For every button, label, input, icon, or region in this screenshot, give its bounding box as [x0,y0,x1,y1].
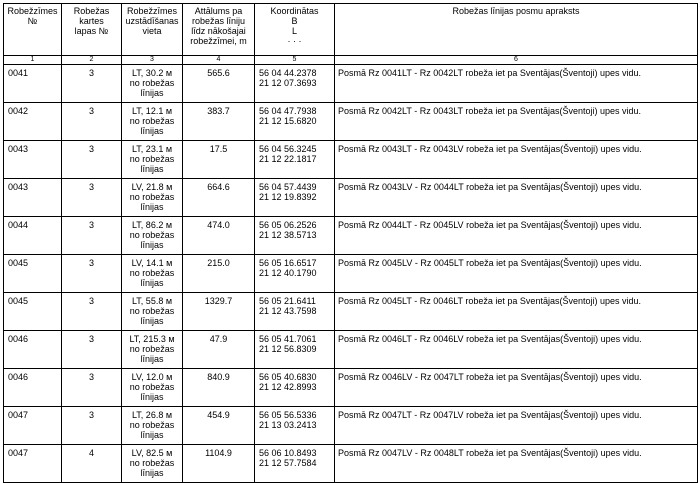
header-coordinates: Koordinātas B L · · · [255,4,335,56]
cell-install-place: LT, 215.3 м no robežas līnijas [122,331,183,369]
table-row [4,217,698,255]
cell-install-place: LV, 82.5 м no robežas līnijas [122,445,183,483]
cell-marker-number: 0045 [4,255,62,293]
cell-install-place: LT, 23.1 м no robežas līnijas [122,141,183,179]
cell-map-sheet: 3 [62,331,122,369]
cell-marker-number: 0046 [4,369,62,407]
column-number: 2 [62,56,122,65]
cell-map-sheet: 3 [62,255,122,293]
cell-distance: 47.9 [183,331,255,369]
cell-map-sheet: 3 [62,369,122,407]
cell-coordinates: 56 04 44.2378 21 12 07.3693 [255,65,335,103]
cell-marker-number: 0043 [4,141,62,179]
cell-coordinates: 56 05 56.5336 21 13 03.2413 [255,407,335,445]
cell-install-place: LT, 30.2 м no robežas līnijas [122,65,183,103]
cell-distance: 1329.7 [183,293,255,331]
cell-marker-number: 0042 [4,103,62,141]
table-row [4,445,698,483]
cell-install-place: LV, 21.8 м no robežas līnijas [122,179,183,217]
cell-install-place: LT, 55.8 м no robežas līnijas [122,293,183,331]
header-distance: Attālums pa robežas līniju līdz nākošajai robežzīmei, m [183,4,255,56]
cell-coordinates: 56 05 40.6830 21 12 42.8993 [255,369,335,407]
cell-map-sheet: 3 [62,293,122,331]
cell-segment-description: Posmā Rz 0041LT - Rz 0042LT robeža iet pa Sventājas(Šventoji) upes vidu. [335,65,698,103]
cell-marker-number: 0047 [4,445,62,483]
cell-install-place: LV, 12.0 м no robežas līnijas [122,369,183,407]
cell-coordinates: 56 05 06.2526 21 12 38.5713 [255,217,335,255]
cell-map-sheet: 3 [62,217,122,255]
cell-map-sheet: 3 [62,103,122,141]
cell-distance: 17.5 [183,141,255,179]
header-marker-number: Robežzīmes № [4,4,62,56]
cell-segment-description: Posmā Rz 0044LT - Rz 0045LV robeža iet pa Sventājas(Šventoji) upes vidu. [335,217,698,255]
cell-install-place: LT, 86.2 м no robežas līnijas [122,217,183,255]
cell-segment-description: Posmā Rz 0045LT - Rz 0046LT robeža iet pa Sventājas(Šventoji) upes vidu. [335,293,698,331]
cell-distance: 454.9 [183,407,255,445]
column-number-row [4,56,698,65]
table-row [4,65,698,103]
cell-distance: 664.6 [183,179,255,217]
cell-coordinates: 56 04 56.3245 21 12 22.1817 [255,141,335,179]
table-row [4,293,698,331]
cell-segment-description: Posmā Rz 0043LV - Rz 0044LT robeža iet pa Sventājas(Šventoji) upes vidu. [335,179,698,217]
cell-distance: 1104.9 [183,445,255,483]
cell-marker-number: 0043 [4,179,62,217]
table-row [4,255,698,293]
cell-coordinates: 56 05 41.7061 21 12 56.8309 [255,331,335,369]
cell-segment-description: Posmā Rz 0045LV - Rz 0045LT robeža iet pa Sventājas(Šventoji) upes vidu. [335,255,698,293]
cell-coordinates: 56 04 57.4439 21 12 19.8392 [255,179,335,217]
column-number: 6 [335,56,698,65]
cell-segment-description: Posmā Rz 0043LT - Rz 0043LV robeža iet pa Sventājas(Šventoji) upes vidu. [335,141,698,179]
cell-segment-description: Posmā Rz 0047LT - Rz 0047LV robeža iet pa Sventājas(Šventoji) upes vidu. [335,407,698,445]
cell-distance: 565.6 [183,65,255,103]
cell-coordinates: 56 04 47.7938 21 12 15.6820 [255,103,335,141]
cell-install-place: LV, 14.1 м no robežas līnijas [122,255,183,293]
header-description: Robežas līnijas posmu apraksts [335,4,698,56]
table-row [4,369,698,407]
cell-marker-number: 0041 [4,65,62,103]
cell-distance: 215.0 [183,255,255,293]
cell-segment-description: Posmā Rz 0046LT - Rz 0046LV robeža iet pa Sventājas(Šventoji) upes vidu. [335,331,698,369]
cell-marker-number: 0046 [4,331,62,369]
cell-map-sheet: 3 [62,65,122,103]
border-markers-table [3,3,698,483]
cell-map-sheet: 3 [62,141,122,179]
header-map-sheet: Robežas kartes lapas № [62,4,122,56]
cell-install-place: LT, 26.8 м no robežas līnijas [122,407,183,445]
header-row [4,4,698,56]
table-row [4,141,698,179]
cell-coordinates: 56 05 21.6411 21 12 43.7598 [255,293,335,331]
table-row [4,407,698,445]
cell-coordinates: 56 05 16.6517 21 12 40.1790 [255,255,335,293]
cell-segment-description: Posmā Rz 0046LV - Rz 0047LT robeža iet pa Sventājas(Šventoji) upes vidu. [335,369,698,407]
column-number: 5 [255,56,335,65]
cell-install-place: LT, 12.1 м no robežas līnijas [122,103,183,141]
cell-distance: 474.0 [183,217,255,255]
table-row [4,331,698,369]
cell-map-sheet: 4 [62,445,122,483]
cell-marker-number: 0047 [4,407,62,445]
cell-coordinates: 56 06 10.8493 21 12 57.7584 [255,445,335,483]
cell-marker-number: 0044 [4,217,62,255]
cell-marker-number: 0045 [4,293,62,331]
cell-segment-description: Posmā Rz 0042LT - Rz 0043LT robeža iet pa Sventājas(Šventoji) upes vidu. [335,103,698,141]
table-row [4,179,698,217]
cell-map-sheet: 3 [62,407,122,445]
cell-distance: 840.9 [183,369,255,407]
column-number: 3 [122,56,183,65]
cell-segment-description: Posmā Rz 0047LV - Rz 0048LT robeža iet pa Sventājas(Šventoji) upes vidu. [335,445,698,483]
column-number: 1 [4,56,62,65]
column-number: 4 [183,56,255,65]
header-install-place: Robežzīmes uzstādīšanas vieta [122,4,183,56]
cell-distance: 383.7 [183,103,255,141]
table-row [4,103,698,141]
cell-map-sheet: 3 [62,179,122,217]
